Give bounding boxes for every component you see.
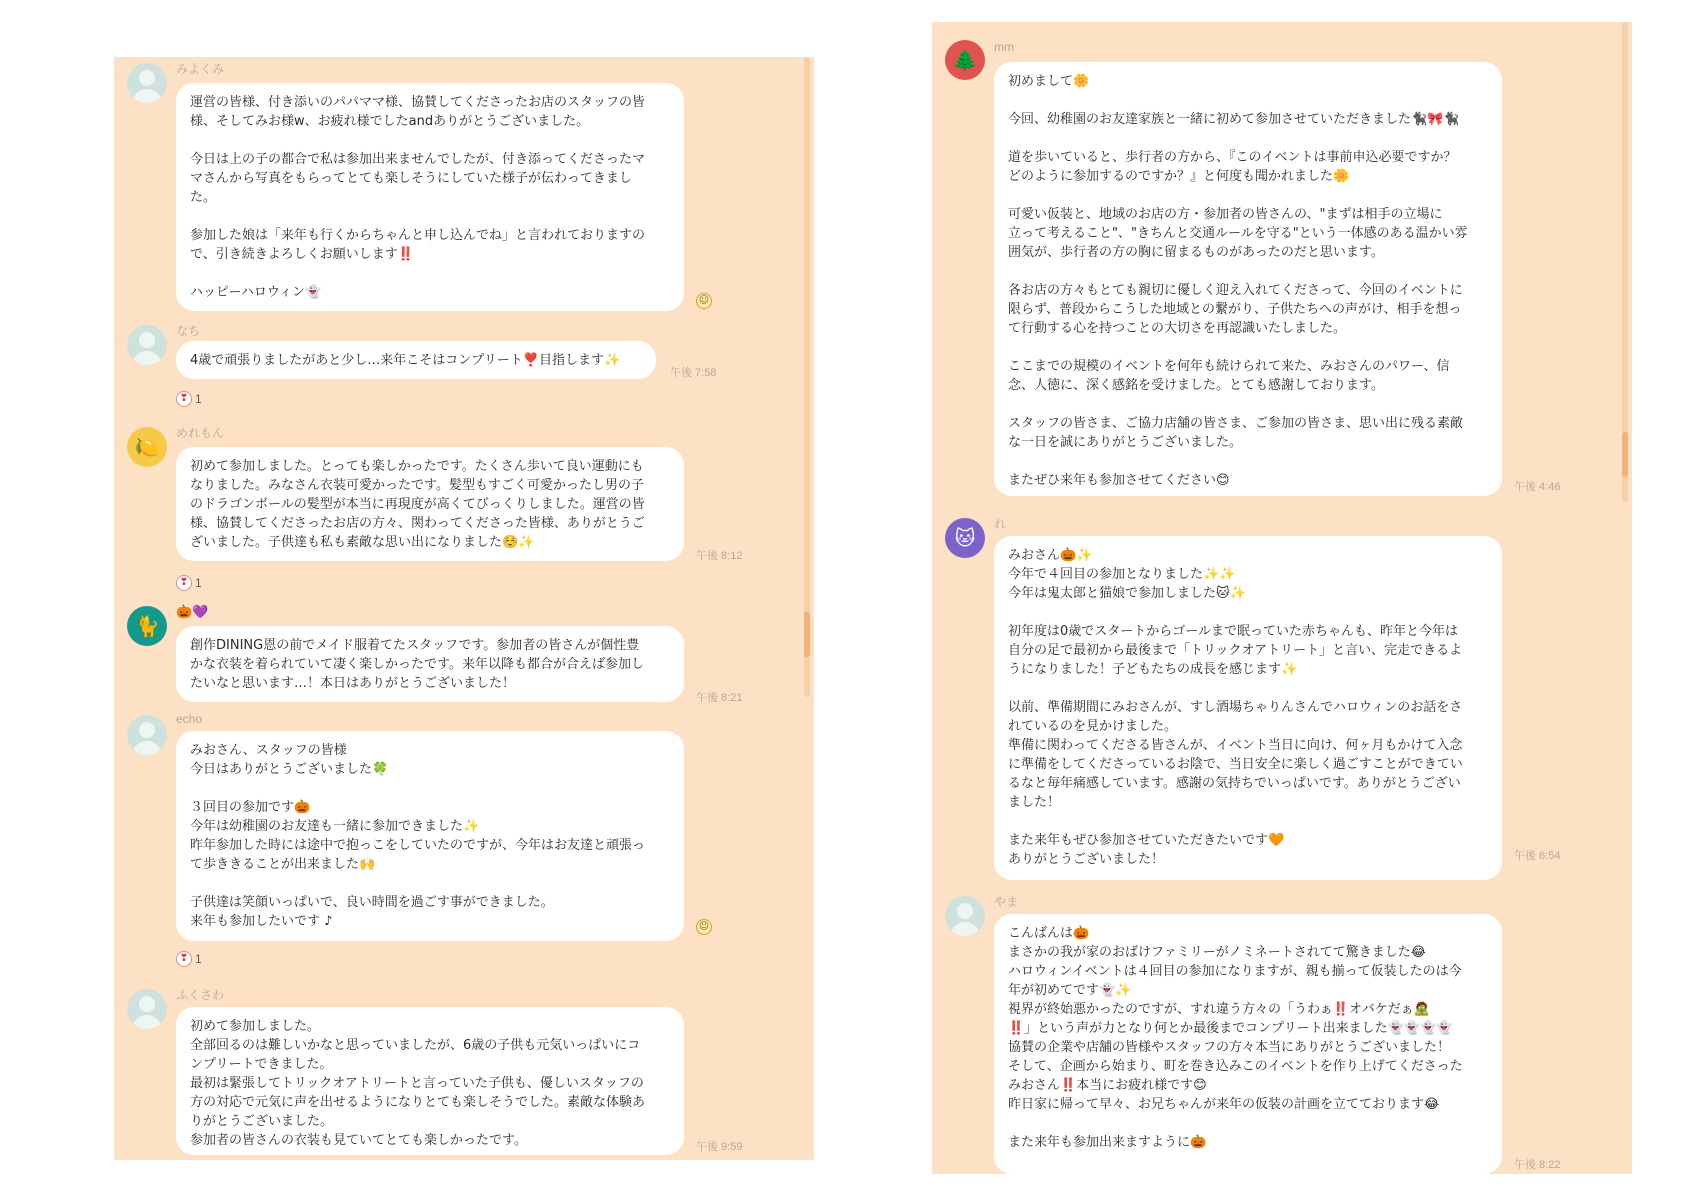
heart-reaction-icon: ❣ — [176, 575, 192, 591]
message-bubble[interactable]: 初めて参加しました。 全部回るのは難しいかなと思っていましたが、6歳の子供も元気いっぱいにコ ンプリートできました。 最初は緊張してトリックオアトリートと言っていた子供も、優しいスタッフの 方の対応で元気に声を出せるようになりとても楽しそうでした。素敵な体験あ りがとうございました。 参加者の皆さんの衣装も見ていてとても楽しかったです。 — [176, 1007, 684, 1155]
reaction-count: 1 — [195, 392, 202, 406]
black-cat-avatar-icon[interactable]: 🐈 — [127, 606, 167, 646]
chat-panel-left[interactable] — [114, 57, 814, 1160]
heart-reaction-icon: ❣ — [176, 391, 192, 407]
sender-name: 🎃💜 — [176, 604, 209, 619]
sender-name: みよくみ — [176, 62, 225, 76]
default-avatar-icon[interactable] — [945, 896, 985, 936]
message-bubble[interactable]: 4歳で頑張りましたがあと少し…来年こそはコンプリート❣️目指します✨ — [176, 341, 656, 379]
reaction-badge[interactable] — [176, 949, 202, 969]
timestamp: 午後 7:58 — [670, 367, 717, 379]
lemon-avatar-icon[interactable]: 🍋 — [127, 427, 167, 467]
sender-name: なち — [176, 324, 201, 338]
message-bubble[interactable]: こんばんは🎃 まさかの我が家のおばけファミリーがノミネートされてて驚きました😂 ハロウィンイベントは４回目の参加になりますが、親も揃って仮装したのは今 年が初めてです👻✨ 視界が終始悪かったのですが、すれ違う方々の「うわぁ‼️オバケだぁ🧟 ‼️」という声が力となり何とか最後までコンプリート出来ました👻👻👻👻 協賛の企業や店舗の皆様やスタッフの方々本当にありがとうございました！ そして、企画から始まり、町を巻き込みこのイベントを作り上げてくださった みおさん‼️本当にお疲れ様です😊 昨日家に帰って早々、お兄ちゃんが来年の仮装の計画を立てております😂 また来年も参加出来ますように🎃 — [994, 914, 1502, 1174]
scroll-thumb[interactable] — [804, 612, 810, 657]
timestamp: 午後 8:21 — [696, 692, 743, 704]
reaction-badge[interactable] — [176, 573, 202, 593]
default-avatar-icon[interactable] — [127, 63, 167, 103]
sender-name: めれもん — [176, 426, 225, 440]
timestamp: 午後 4:46 — [1514, 481, 1561, 493]
scrollbar[interactable] — [1622, 22, 1628, 502]
reaction-count: 1 — [195, 952, 202, 966]
smiley-reaction-icon[interactable]: ☺ — [696, 293, 712, 309]
timestamp: 午後 8:12 — [696, 550, 743, 562]
scroll-thumb[interactable] — [1622, 432, 1628, 477]
default-avatar-icon[interactable] — [127, 325, 167, 365]
message-bubble[interactable]: 創作DINING恩の前でメイド服着てたスタッフです。参加者の皆さんが個性豊 かな衣装を着られていて凄く楽しかったです。来年以降も都合が合えば参加し たいなと思います…！本日はありがとうございました！ — [176, 626, 684, 702]
message-bubble[interactable]: 初めて参加しました。とっても楽しかったです。たくさん歩いて良い運動にも なりました。みなさん衣装可愛かったです。髪型もすごく可愛かったし男の子 のドラゴンボールの髪型が本当に再現度が高くてびっくりしました。運営の皆 様、協賛してくださったお店の方々、関わってくださった皆様、ありがとうご ざいました。子供達も私も素敵な思い出になりました☺️✨ — [176, 447, 684, 561]
chat-panel-right[interactable] — [932, 22, 1632, 1174]
message-bubble[interactable]: 運営の皆様、付き添いのパパママ様、協賛してくださったお店のスタッフの皆 様、そしてみお様w、お疲れ様でしたandありがとうございました。 今日は上の子の都合で私は参加出来ませんでしたが、付き添ってくださったマ マさんから写真をもらってとても楽しそうにしていた様子が伝わってきまし た。 参加した娘は「来年も行くからちゃんと申し込んでね」と言われておりますの で、引き続きよろしくお願いします‼️ ハッピーハロウィン👻 — [176, 83, 684, 311]
sender-name: mm — [994, 40, 1014, 54]
reaction-count: 1 — [195, 576, 202, 590]
heart-reaction-icon: ❣ — [176, 951, 192, 967]
message-bubble[interactable]: みおさん、スタッフの皆様 今日はありがとうございました🍀 ３回目の参加です🎃 今年は幼稚園のお友達も一緒に参加できました✨ 昨年参加した時には途中で抱っこをしていたのですが、今年はお友達と頑張っ て歩ききることが出来ました🙌 子供達は笑顔いっぱいで、良い時間を過ごす事ができました。 来年も参加したいです ♪ — [176, 731, 684, 941]
timestamp: 午後 9:59 — [696, 1141, 743, 1153]
scrollbar[interactable] — [804, 57, 810, 697]
default-avatar-icon[interactable] — [127, 715, 167, 755]
timestamp: 午後 6:54 — [1514, 850, 1561, 862]
message-bubble[interactable]: 初めまして🌼 今回、幼稚園のお友達家族と一緒に初めて参加させていただきました🐈‍⬛🎀🐈‍⬛ 道を歩いていると、歩行者の方から、『このイベントは事前申込必要ですか？ どのように参加するのですか？』と何度も聞かれました🌼 可愛い仮装と、地域のお店の方・参加者の皆さんの、"まずは相手の立場に 立って考えること"、"きちんと交通ルールを守る"という一体感のある温かい雰 囲気が、歩行者の方の胸に留まるものがあったのだと思います。 各お店の方々もとても親切に優しく迎え入れてくださって、今回のイベントに 限らず、普段からこうした地域との繋がり、子供たちへの声がけ、相手を想っ て行動する心を持つことの大切さを再認識いたしました。 ここまでの規模のイベントを何年も続けられて来た、みおさんのパワー、信 念、人徳に、深く感銘を受けました。とても感謝しております。 スタッフの皆さま、ご協力店舗の皆さま、ご参加の皆さま、思い出に残る素敵 な一日を誠にありがとうございました。 またぜひ来年も参加させてください😊 — [994, 62, 1502, 496]
reaction-badge[interactable] — [176, 389, 202, 409]
sender-name: やま — [994, 895, 1019, 909]
sender-name: echo — [176, 712, 203, 726]
sender-name: ふくさわ — [176, 988, 225, 1002]
tree-avatar-icon[interactable]: 🌲 — [945, 40, 985, 80]
default-avatar-icon[interactable] — [127, 989, 167, 1029]
sender-name: れ — [994, 517, 1007, 531]
cat-avatar-icon[interactable]: 🐱 — [945, 518, 985, 558]
timestamp: 午後 8:22 — [1514, 1159, 1561, 1171]
smiley-reaction-icon[interactable]: ☺ — [696, 919, 712, 935]
message-bubble[interactable]: みおさん🎃✨ 今年で４回目の参加となりました✨✨ 今年は鬼太郎と猫娘で参加しました🐱✨ 初年度は0歳でスタートからゴールまで眠っていた赤ちゃんも、昨年と今年は 自分の足で最初から最後まで「トリックオアトリート」と言い、完走できるよ うになりました！子どもたちの成長を感じます✨ 以前、準備期間にみおさんが、すし酒場ちゃりんさんでハロウィンのお話をさ れているのを見かけました。 準備に関わってくださる皆さんが、イベント当日に向け、何ヶ月もかけて入念 に準備をしてくださっているお陰で、当日安全に楽しく過ごすことができてい るなと毎年痛感しています。感謝の気持ちでいっぱいです。ありがとうござい ました！ また来年もぜひ参加させていただきたいです🧡 ありがとうございました！ — [994, 536, 1502, 880]
